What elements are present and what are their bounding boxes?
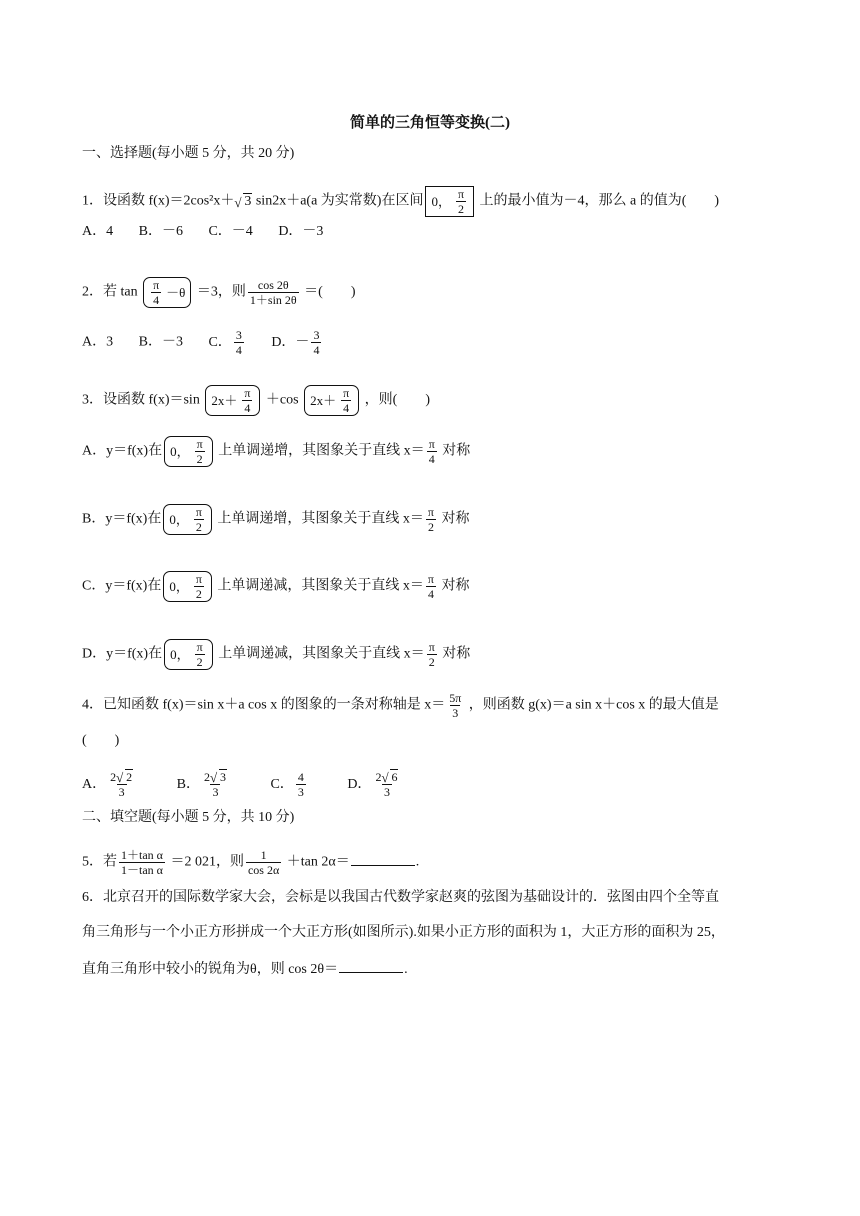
q2-fraction: $\frac{\cos 2\theta}{1+\sin 2\theta}$ [249, 278, 297, 307]
q1-option-b: B．－6 [138, 224, 183, 239]
question-3 [82, 385, 430, 416]
q1-text-b: sin2x＋a(a 为实常数)在区间 [252, 193, 424, 209]
q3-paren-1: 2x＋ $\frac{\pi}{4}$ [205, 385, 260, 416]
section-heading-fill: 二、填空题(每小题 5 分，共 10 分) [82, 810, 295, 825]
q3-paren-2: 2x＋ $\frac{\pi}{4}$ [304, 385, 359, 416]
question-6-line-1: 6．北京召开的国际数学家大会，会标是以我国古代数学家赵爽的弦图为基础设计的．弦图由四个全等直 [82, 890, 719, 905]
q4-option-d: D． 2 √ 6 3 [347, 770, 398, 799]
q3-text-c: ，则( ) [361, 392, 430, 408]
q1-text-c: 上的最小值为－4，那么 a 的值为( ) [476, 193, 720, 209]
q1-option-d: D．－3 [278, 224, 324, 239]
sqrt-3: √ 3 [234, 193, 252, 210]
section-heading-choice: 一、选择题(每小题 5 分，共 20 分) [82, 146, 295, 161]
question-6-line-3: 直角三角形中较小的锐角为θ，则 cos 2θ＝ . [82, 962, 408, 977]
question-5: 5．若 $\frac{\text{1＋tan α}}{\text{1－tan α}}$ ＝2 021，则 $\frac{1}{\cos 2\alpha}$ ＋tan 2α＝ . [82, 848, 420, 877]
q3-text-b: ＋cos [262, 392, 303, 408]
q2-option-d: D．－ $\frac{3}{4}$ [271, 328, 320, 357]
q2-option-b: B．－3 [138, 334, 183, 350]
q2-options [82, 328, 323, 357]
q3-text-a: 3．设函数 f(x)＝sin [82, 392, 204, 408]
question-6-line-2: 角三角形与一个小正方形拼成一个大正方形(如图所示).如果小正方形的面积为 1，大正方形的面积为 25， [82, 925, 725, 940]
interval-bracket: 0， $\frac{\pi}{2}$ [163, 571, 212, 602]
q2-text-a: 2．若 tan [82, 284, 142, 300]
question-1 [82, 186, 719, 217]
q4-answer-paren: ( ) [82, 733, 120, 748]
page-title: 简单的三角恒等变换(二) [350, 115, 510, 131]
q3-option-b: B．y＝f(x)在 0， $\frac{\pi}{2}$ 上单调递增，其图象关于直线 x＝ $\frac{\pi}{2}$ 对称 [82, 505, 470, 534]
question-4: 4．已知函数 f(x)＝sin x＋a cos x 的图象的一条对称轴是 x＝ $\frac{5\pi}{3}$ ，则函数 g(x)＝a sin x＋cos x 的最大值是 [82, 691, 719, 720]
q2-option-c: C． $\frac{3}{4}$ [208, 328, 242, 357]
q4-option-c: C． $\frac{4}{3}$ [270, 770, 304, 799]
interval-bracket: 0， $\frac{\pi}{2}$ [164, 639, 213, 670]
interval-bracket: 0， $\frac{\pi}{2}$ [163, 504, 212, 535]
q2-text-b: ＝3，则 [193, 284, 246, 300]
q2-option-a: A．3 [82, 334, 114, 350]
answer-blank [351, 853, 415, 866]
q3-option-d: D．y＝f(x)在 0， $\frac{\pi}{2}$ 上单调递减，其图象关于直线 x＝ $\frac{\pi}{2}$ 对称 [82, 640, 471, 669]
q2-paren: $\frac{\pi}{4}$ －θ [143, 277, 191, 308]
q1-text-a: 1．设函数 f(x)＝2cos²x＋ [82, 193, 235, 209]
q3-option-a: A．y＝f(x)在 0， $\frac{\pi}{2}$ 上单调递增，其图象关于直线 x＝ $\frac{\pi}{4}$ 对称 [82, 437, 471, 466]
interval-bracket: 0， $\frac{\pi}{2}$ [425, 186, 474, 217]
q1-options [82, 224, 323, 240]
q4-option-b: B． 2 √ 3 3 [176, 770, 226, 799]
q4-options [82, 770, 402, 799]
q2-text-c: ＝( ) [300, 284, 356, 300]
answer-blank [339, 960, 403, 973]
q1-option-c: C．－4 [208, 224, 253, 239]
interval-bracket: 0， $\frac{\pi}{2}$ [164, 436, 213, 467]
q1-option-a: A．4 [82, 224, 114, 239]
q3-option-c: C．y＝f(x)在 0， $\frac{\pi}{2}$ 上单调递减，其图象关于直线 x＝ $\frac{\pi}{4}$ 对称 [82, 572, 470, 601]
q4-option-a: A． 2 √ 2 3 [82, 770, 133, 799]
question-2 [82, 277, 356, 308]
